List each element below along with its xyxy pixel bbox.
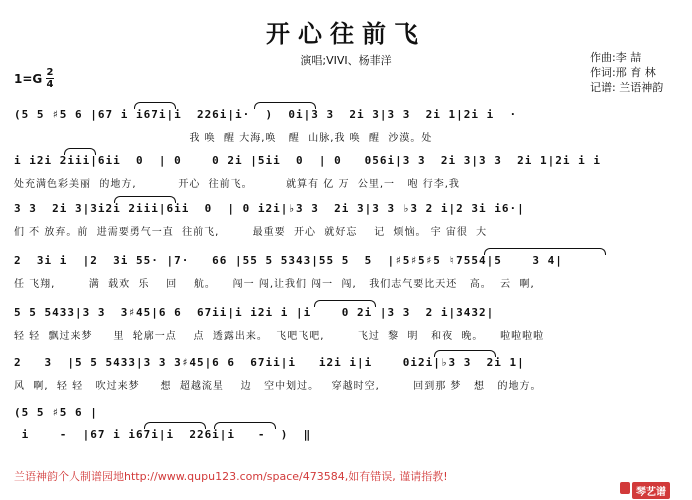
notation-line: i - |67 i i67i|i 226i|i - ) ‖ (14, 428, 312, 441)
slur-mark (484, 248, 606, 255)
score-row-4 (14, 254, 684, 296)
composer-credit: 作曲:李 喆 (590, 51, 642, 64)
notation-line: i i2i 2iii|6ii 0 | 0 0 2i |5ii 0 | 0 056i|3 3 2i 3|3 3 2i 1|2i i i (14, 154, 601, 167)
lyrics-line: 任 飞翔, 满 载欢 乐 回 航。 闯一 闯,让我们 闯一 闯, 我们志气要比天还 高。 云 啊, (14, 279, 535, 290)
lyrics-line: 我 唤 醒 大海,唤 醒 山脉,我 唤 醒 沙漠。处 (14, 133, 433, 144)
score-row-6 (14, 356, 684, 398)
logo-icon (620, 482, 630, 494)
notation-line: (5 5 ♯5 6 |67 i i67i|i 226i|i· ) 0i|3 3 2i 3|3 3 2i 1|2i i · (14, 108, 518, 121)
slur-mark (314, 300, 376, 307)
notation-line: 2 3i i |2 3i 55· |7· 66 |55 5 5343|55 5 5 |♯5♯5♯5 ♮7554|5 3 4| (14, 254, 563, 267)
key-signature: 1=G (14, 72, 43, 86)
lyrics-line: 轻 轻 飘过来梦 里 轮廓一点 点 透露出来。 飞吧飞吧, 飞过 黎 明 和夜 晚。 啦啦啦啦 (14, 331, 545, 342)
lyrics-line: 风 啊, 轻 轻 吹过来梦 想 超越流星 边 空中划过。 穿越时空, 回到那 梦 想 的地方。 (14, 381, 542, 392)
lyrics-line: 处充满色彩美丽 的地方, 开心 往前飞。 就算有 亿 万 公里,一 咆 行李,我 (14, 179, 460, 190)
score-row-3 (14, 202, 684, 244)
score-row-1 (14, 108, 684, 150)
notation-line: (5 5 ♯5 6 | (14, 406, 98, 419)
site-logo: 琴艺谱 (632, 482, 670, 499)
footer-note: 兰语神韵个人制谱园地http://www.qupu123.com/space/473584,如有错误, 谨请指教! (14, 470, 448, 483)
time-signature (46, 68, 54, 89)
slur-mark (434, 350, 496, 357)
score-row-2 (14, 154, 684, 196)
score-title: 开心往前飞 (266, 19, 426, 48)
slur-mark (254, 102, 316, 109)
slur-mark (144, 422, 206, 429)
score-row-8 (14, 428, 684, 470)
slur-mark (64, 148, 96, 155)
lyrics-line: 们 不 放弃。前 进需要勇气一直 往前飞, 最重要 开心 就好忘 记 烦恼。 宇 宙很 大 (14, 227, 488, 238)
credits-block (590, 50, 663, 95)
notation-line: 5 5 5433|3 3 3♯45|6 6 67ii|i i2i i |i 0 2i |3 3 2 i|3432| (14, 306, 495, 319)
slur-mark (214, 422, 276, 429)
slur-mark (134, 102, 176, 109)
singer-credit: 演唱;VIVI、杨菲洋 (300, 54, 392, 67)
lyricist-credit: 作词:邢 育 林 (590, 66, 656, 79)
score-row-5 (14, 306, 684, 348)
slur-mark (114, 196, 176, 203)
notation-line: 2 3 |5 5 5433|3 3 3♯45|6 6 67ii|i i2i i|i 0i2i|♭3 3 2i 1| (14, 356, 525, 369)
time-signature-bottom: 4 (46, 79, 54, 90)
score-row-7 (14, 406, 684, 426)
time-signature-top: 2 (46, 67, 54, 78)
transcriber-credit: 记谱: 兰语神韵 (590, 81, 664, 94)
notation-line: 3 3 2i 3|3i2i 2iii|6ii 0 | 0 i2i|♭3 3 2i 3|3 3 ♭3 2 i|2 3i i6·| (14, 202, 525, 215)
